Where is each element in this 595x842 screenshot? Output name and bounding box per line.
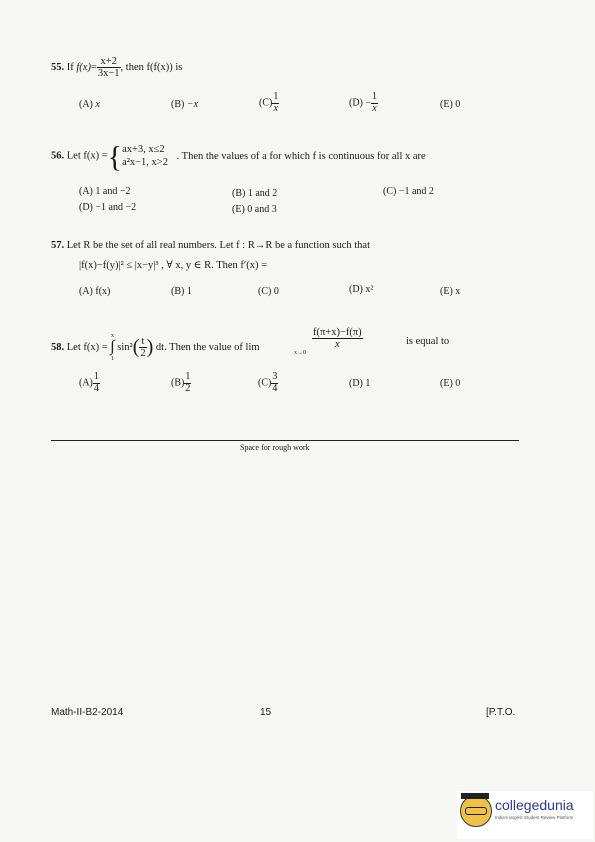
question-55: 55. If f(x)= $\frac{x+2}{3x-1}$ , then f(f(x)) is [51, 56, 183, 80]
option-a: (A) x [79, 99, 100, 110]
question-56: 56. Let f(x) ={ ax+3, x≤2 a²x−1, x>2 . Then the values of a for which f is continuous for all x are [51, 140, 426, 174]
option-a: (A) 1 and −2 [79, 186, 131, 197]
left-brace: { [107, 140, 123, 174]
option-d: (D) x² [349, 284, 374, 295]
option-b: (B) −x [171, 99, 199, 110]
option-c: (C) $\frac{3}{4}$ [258, 371, 278, 394]
question-number: 55. [51, 61, 65, 73]
option-e: (E) 0 [440, 99, 461, 110]
logo-title: collegedunia [495, 797, 574, 813]
option-b: (B) 1 [171, 286, 192, 297]
question-number: 56. [51, 150, 65, 162]
question-58: 58. Let f(x) = x ∫ 1 sin²( $\frac{t}{2}$ ) dt. Then the value of lim [51, 333, 260, 362]
integral-limits: x ∫ 1 [110, 333, 115, 362]
option-c: (C) $\frac{1}{x}$ [259, 91, 279, 114]
option-d: (D) − $\frac{1}{x}$ [349, 91, 378, 114]
limit-fraction: $\frac{f(\pi+x)-f(\pi)}{x}$ [313, 327, 362, 351]
option-a: (A) f(x) [79, 286, 111, 297]
option-a: (A) $\frac{1}{4}$ [79, 371, 99, 394]
glasses-icon [465, 807, 487, 815]
question-57: 57. Let R be the set of all real numbers. Let f : R→R be a function such that [51, 240, 370, 251]
option-b: (B) 1 and 2 [232, 188, 278, 199]
option-b: (B) $\frac{1}{2}$ [171, 371, 191, 394]
rough-work-label: Space for rough work [240, 443, 310, 452]
logo-tagline: India's largest Student Review Platform [495, 815, 574, 820]
question-57-condition: |f(x)−f(y)|² ≤ |x−y|³ , ∀ x, y ∈ R. Then f′(x) = [79, 260, 267, 271]
piecewise-cases: ax+3, x≤2 a²x−1, x>2 [122, 144, 168, 169]
option-e: (E) x [440, 286, 461, 297]
pto-label: [P.T.O. [486, 707, 516, 718]
fraction: $\frac{x+2}{3x-1}$ [97, 56, 120, 80]
question-number: 57. [51, 240, 65, 251]
option-c: (C) −1 and 2 [383, 186, 434, 197]
limit-subscript: x→0 [294, 350, 306, 356]
option-c: (C) 0 [258, 286, 279, 297]
paper-code: Math-II-B2-2014 [51, 707, 124, 718]
option-d: (D) 1 [349, 378, 371, 389]
option-e: (E) 0 [440, 378, 461, 389]
divider-line [51, 440, 519, 441]
option-d: (D) −1 and −2 [79, 202, 137, 213]
question-58-suffix: is equal to [406, 336, 450, 347]
option-e: (E) 0 and 3 [232, 204, 277, 215]
graduation-cap-icon [461, 793, 489, 799]
page-number: 15 [260, 707, 272, 718]
question-number: 58. [51, 342, 65, 353]
